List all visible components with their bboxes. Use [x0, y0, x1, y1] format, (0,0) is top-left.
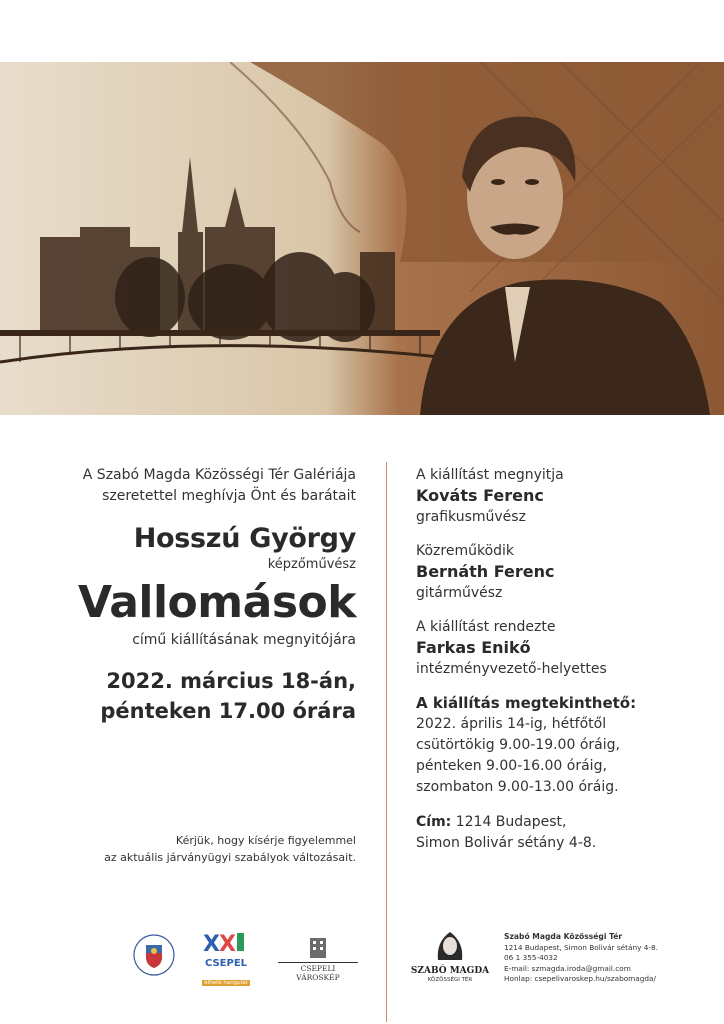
csepel-logo [200, 930, 252, 988]
contact-email[interactable]: E-mail: szmagda.iroda@gmail.com [504, 963, 631, 973]
column-divider [386, 462, 387, 1022]
address-label: Cím: [416, 814, 452, 830]
participant-title: gitárművész [416, 585, 503, 601]
contact-website[interactable]: Honlap: csepelivaroskep.hu/szabomagda/ [504, 974, 656, 983]
organizer-label: A kiállítást rendezte [416, 619, 556, 635]
portrait-icon [432, 928, 468, 962]
notice-line-1: Kérjük, hogy kísérje figyelemmel [175, 834, 356, 847]
date-line-1: 2022. március 18-án, [106, 669, 356, 693]
artwork-banner [0, 62, 724, 415]
csepel-logo-text: CSEPEL [204, 958, 248, 969]
magda-logo-line-2: KÖZÖSSÉGI TÉR [427, 977, 473, 983]
opener-label: A kiállítást megnyitja [416, 467, 564, 483]
xxi-icon [200, 930, 252, 954]
visiting-line-1: 2022. április 14-ig, hétfőtől [416, 716, 607, 732]
csepel-logo-sub: élhető hangulat [204, 980, 248, 986]
visiting-line-3: pénteken 9.00-16.00 óráig, [416, 758, 607, 774]
szabo-magda-logo [410, 928, 490, 988]
address-line-2: Simon Bolivár sétány 4-8. [416, 835, 597, 851]
opener-title: grafikusművész [416, 509, 526, 525]
district-crest-icon [132, 933, 176, 977]
program-block [416, 465, 716, 854]
svg-text:X: X [203, 932, 220, 954]
organizer-block [416, 617, 716, 679]
visiting-line-4: szombaton 9.00-13.00 óráig. [416, 779, 619, 795]
exhibition-subtitle: című kiállításának megnyitójára [132, 632, 356, 648]
invitation-block [0, 465, 356, 726]
artist-name: Hosszú György [133, 523, 356, 554]
intro-line-1: A Szabó Magda Közösségi Tér Galériája [82, 467, 356, 483]
opening-date [0, 666, 356, 726]
contact-name: Szabó Magda Közösségi Tér [504, 932, 623, 941]
opener-name: Kováts Ferenc [416, 486, 544, 505]
artist-role: képzőművész [267, 557, 356, 572]
sponsor-logos [120, 928, 360, 988]
participant-name: Bernáth Ferenc [416, 562, 555, 581]
address-block [416, 812, 716, 854]
exhibition-title: Vallomások [78, 577, 356, 628]
health-notice [0, 832, 356, 866]
visiting-line-2: csütörtökig 9.00-19.00 óráig, [416, 737, 620, 753]
organizer-name: Farkas Enikő [416, 638, 531, 657]
building-icon [306, 936, 330, 958]
svg-text:X: X [219, 932, 236, 954]
address-line-1: 1214 Budapest, [455, 814, 567, 830]
participant-label: Közreműködik [416, 543, 515, 559]
visiting-heading: A kiállítás megtekinthető: [416, 694, 637, 712]
date-line-2: pénteken 17.00 órára [100, 699, 356, 723]
notice-line-2: az aktuális járványügyi szabályok változásait. [104, 851, 356, 864]
participant-block [416, 541, 716, 603]
contact-block [504, 932, 719, 985]
organizer-title: intézményvezető-helyettes [416, 661, 607, 677]
csepeli-varoskep-logo [278, 936, 358, 982]
intro-line-2: szeretettel meghívja Önt és barátait [102, 488, 356, 504]
contact-address: 1214 Budapest, Simon Bolivár sétány 4-8. [504, 942, 658, 952]
contact-phone: 06 1 355-4032 [504, 953, 558, 962]
csepeli-varoskep-text: CSEPELI VÁROSKÉP [278, 962, 358, 982]
magda-logo-line-1: SZABÓ MAGDA [410, 966, 490, 976]
opener-block [416, 465, 716, 527]
